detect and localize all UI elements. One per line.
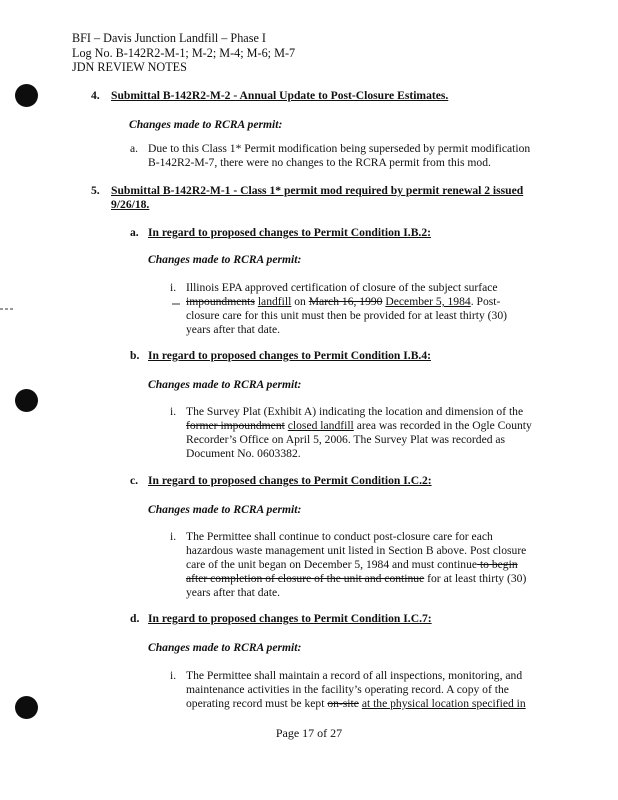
item-5c-i-line-5: years after that date. <box>186 586 280 599</box>
item-5a-i-label: i. <box>170 281 177 294</box>
item-4a-label: a. <box>130 142 139 155</box>
item-4-title: Submittal B-142R2-M-2 - Annual Update to Post-Closure Estimates. <box>111 89 449 102</box>
struck-impoundments: impoundments <box>186 295 255 308</box>
item-5c-i-line-2: hazardous waste management unit listed in Section B above. Post closure <box>186 544 527 557</box>
item-5a-i-line-2 <box>186 295 500 309</box>
inserted-physical-location: at the physical location specified in <box>361 697 526 710</box>
struck-to-begin: to begin <box>477 558 518 571</box>
item-4a-line-2: B-142R2-M-7, there were no changes to the RCRA permit from this mod. <box>148 156 491 169</box>
line-end: area was recorded in the Ogle County <box>356 419 532 432</box>
item-5b-i-line-2 <box>186 419 532 433</box>
line-end: for at least thirty (30) <box>424 572 527 585</box>
line-start: care of the unit began on December 5, 1984 and must continue <box>186 558 478 571</box>
item-5-title-line-2: 9/26/18. <box>111 198 150 211</box>
struck-former-impoundment: former impoundment <box>186 419 285 432</box>
item-5b-i-line-1: The Survey Plat (Exhibit A) indicating the location and dimension of the <box>186 405 524 418</box>
item-5a-i-line-3: closure care for this unit must then be provided for at least thirty (30) <box>186 309 507 322</box>
item-5d-title: In regard to proposed changes to Permit Condition I.C.7: <box>148 612 432 625</box>
item-5b-i-line-4: Document No. 0603382. <box>186 447 301 460</box>
item-5c-i-label: i. <box>170 530 177 543</box>
item-5b-label: b. <box>130 349 140 362</box>
item-4a-line-1: Due to this Class 1* Permit modification being superseded by permit modification <box>148 142 531 155</box>
revision-tick-mark <box>172 302 180 306</box>
punch-hole-bottom <box>15 696 38 719</box>
item-5d-i-line-3 <box>186 697 526 711</box>
header-line-3: JDN REVIEW NOTES <box>72 60 187 75</box>
page-number: Page 17 of 27 <box>275 726 343 740</box>
item-5a-label: a. <box>130 226 139 239</box>
header-line-2: Log No. B-142R2-M-1; M-2; M-4; M-6; M-7 <box>72 45 296 60</box>
item-5b-i-label: i. <box>170 405 177 418</box>
word-on: on <box>294 295 306 308</box>
item-5a-i-line-4: years after that date. <box>186 323 280 336</box>
punch-hole-middle <box>15 389 38 412</box>
item-5d-i-line-1: The Permittee shall maintain a record of all inspections, monitoring, and <box>186 669 523 682</box>
document-header <box>72 31 295 75</box>
item-5-number: 5. <box>91 184 100 197</box>
inserted-closed-landfill: closed landfill <box>287 419 354 432</box>
item-5a-changes-label: Changes made to RCRA permit: <box>148 253 302 266</box>
item-4-number: 4. <box>91 89 100 102</box>
item-5d-label: d. <box>130 612 140 625</box>
item-5c-label: c. <box>130 474 139 487</box>
header-line-1: BFI – Davis Junction Landfill – Phase I <box>72 31 266 45</box>
item-5b-changes-label: Changes made to RCRA permit: <box>148 378 302 391</box>
struck-date: March 16, 1990 <box>308 295 383 308</box>
item-5a-i-line-1: Illinois EPA approved certification of closure of the subject surface <box>186 281 498 294</box>
line-end: . Post- <box>470 295 501 308</box>
punch-hole-top <box>15 84 38 107</box>
item-5c-i-line-3 <box>186 558 518 572</box>
item-5c-title: In regard to proposed changes to Permit Condition I.C.2: <box>148 474 432 487</box>
item-5-title-line-1: Submittal B-142R2-M-1 - Class 1* permit mod required by permit renewal 2 issued <box>111 184 524 197</box>
item-5c-i-line-1: The Permittee shall continue to conduct post-closure care for each <box>186 530 493 543</box>
item-5c-changes-label: Changes made to RCRA permit: <box>148 503 302 516</box>
scan-dash-mark <box>0 307 14 311</box>
item-5d-changes-label: Changes made to RCRA permit: <box>148 641 302 654</box>
item-5a-title: In regard to proposed changes to Permit Condition I.B.2: <box>148 226 431 239</box>
item-5d-i-line-2: maintenance activities in the facility’s operating record. A copy of the <box>186 683 509 696</box>
struck-on-site: on-site <box>327 697 359 710</box>
item-5b-i-line-3: Recorder’s Office on April 5, 2006. The Survey Plat was recorded as <box>186 433 506 446</box>
item-4-changes-label: Changes made to RCRA permit: <box>129 118 283 131</box>
inserted-landfill: landfill <box>257 295 292 308</box>
struck-after-completion: after completion of closure of the unit and continue <box>186 572 425 585</box>
item-5b-title: In regard to proposed changes to Permit Condition I.B.4: <box>148 349 431 362</box>
item-5d-i-label: i. <box>170 669 177 682</box>
line-start: operating record must be kept <box>186 697 325 710</box>
inserted-date: December 5, 1984 <box>385 295 471 308</box>
item-5c-i-line-4 <box>186 572 526 586</box>
